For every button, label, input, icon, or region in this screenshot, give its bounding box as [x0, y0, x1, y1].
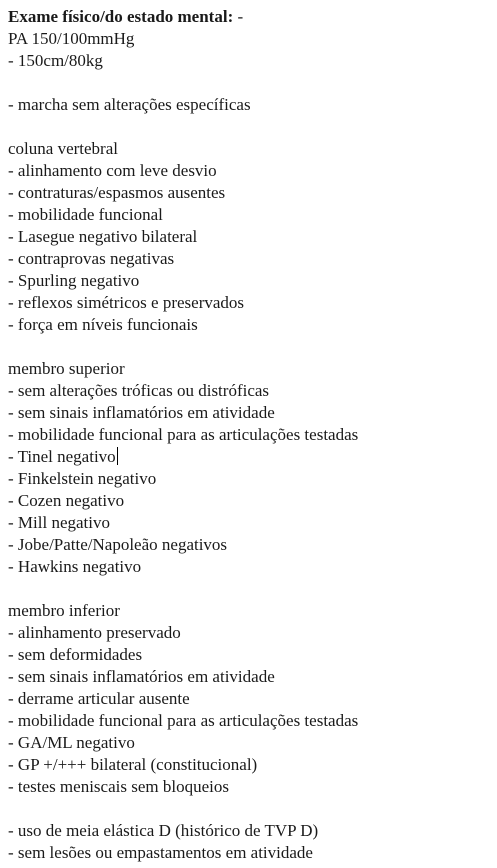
spine-item: - contraprovas negativas [8, 249, 175, 268]
vitals-line: PA 150/100mmHg [8, 29, 135, 48]
upper-limb-section-title: membro superior [8, 359, 125, 378]
upper-limb-item: - Cozen negativo [8, 491, 125, 510]
vitals-line: - 150cm/80kg [8, 51, 103, 70]
spine-item: - Lasegue negativo bilateral [8, 227, 198, 246]
lower-limb-item: - mobilidade funcional para as articulações testadas [8, 711, 359, 730]
lower-limb-item: - derrame articular ausente [8, 689, 190, 708]
gait-line: - marcha sem alterações específicas [8, 95, 251, 114]
spine-item: - reflexos simétricos e preservados [8, 293, 245, 312]
blank-line [8, 578, 497, 600]
upper-limb-item: - Jobe/Patte/Napoleão negativos [8, 535, 228, 554]
upper-limb-item: - Finkelstein negativo [8, 469, 157, 488]
upper-limb-item: - Tinel negativo [8, 447, 116, 466]
extra-item: - uso de meia elástica D (histórico de TVP D) [8, 821, 319, 840]
blank-line [8, 336, 497, 358]
spine-item: - força em níveis funcionais [8, 315, 198, 334]
lower-limb-section-title: membro inferior [8, 601, 120, 620]
spine-section-title: coluna vertebral [8, 139, 118, 158]
upper-limb-item: - mobilidade funcional para as articulações testadas [8, 425, 359, 444]
blank-line [8, 798, 497, 820]
upper-limb-item: - Mill negativo [8, 513, 110, 532]
extra-item: - sem lesões ou empastamentos em atividade [8, 843, 313, 862]
upper-limb-item: - sem alterações tróficas ou distróficas [8, 381, 270, 400]
spine-item: - contraturas/espasmos ausentes [8, 183, 226, 202]
spine-item: - alinhamento com leve desvio [8, 161, 217, 180]
text-cursor [117, 447, 118, 465]
lower-limb-item: - GP +/+++ bilateral (constitucional) [8, 755, 258, 774]
lower-limb-item: - sem sinais inflamatórios em atividade [8, 667, 275, 686]
upper-limb-item: - Hawkins negativo [8, 557, 142, 576]
upper-limb-item: - sem sinais inflamatórios em atividade [8, 403, 275, 422]
blank-line [8, 72, 497, 94]
lower-limb-item: - testes meniscais sem bloqueios [8, 777, 229, 796]
lower-limb-item: - GA/ML negativo [8, 733, 135, 752]
spine-item: - mobilidade funcional [8, 205, 163, 224]
lower-limb-item: - alinhamento preservado [8, 623, 181, 642]
exam-note-text-area[interactable] [8, 6, 497, 864]
exam-heading-label: Exame físico/do estado mental: [8, 7, 234, 26]
exam-heading-suffix: - [233, 7, 244, 26]
exam-heading [8, 6, 497, 28]
spine-item: - Spurling negativo [8, 271, 140, 290]
upper-limb-item-with-cursor [8, 446, 497, 468]
lower-limb-item: - sem deformidades [8, 645, 143, 664]
blank-line [8, 116, 497, 138]
